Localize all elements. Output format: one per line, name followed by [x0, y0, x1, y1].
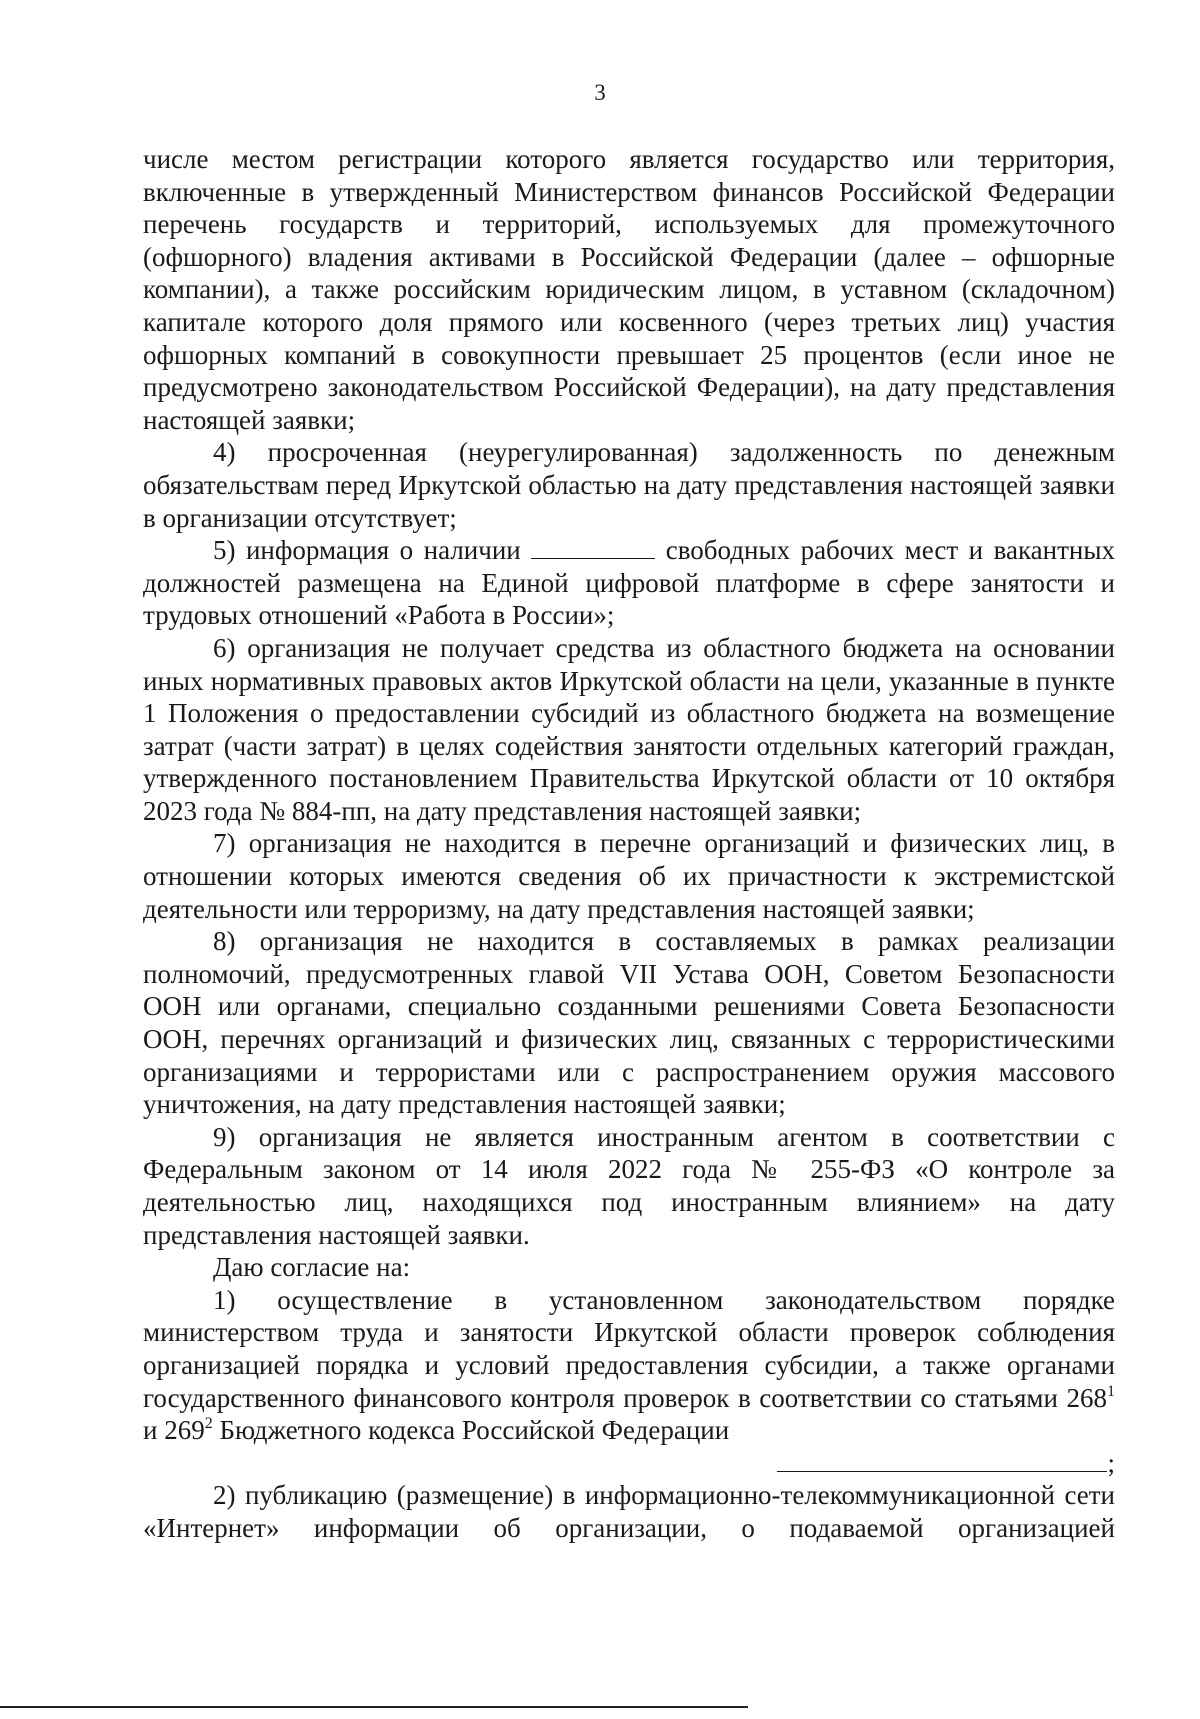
bottom-rule — [0, 1706, 748, 1708]
page-number: 3 — [594, 80, 606, 105]
consent-1-end: Бюджетного кодекса Российской Федерации — [212, 1415, 730, 1446]
superscript-2: 2 — [204, 1415, 213, 1433]
paragraph-item-4: 4) просроченная (неурегулированная) задолженность по денежным обязательствам перед Иркутской областью на дату представления настоящей заявки в организации отсутствует; — [143, 437, 1115, 533]
paragraph-consent-2: 2) публикацию (размещение) в информационно-телекоммуникационной сети «Интернет» информации об организации, о подаваемой организацией — [143, 1480, 1115, 1543]
paragraph-item-7: 7) организация не находится в перечне организаций и физических лиц, в отношении которых имеются сведения об их причастности к экстремистской деятельности или терроризму, на дату представления настоящей заявки; — [143, 828, 1115, 924]
paragraph-offshore-conditions: числе местом регистрации которого является государство или территория, включенные в утвержденный Министерством финансов Российской Федерации перечень государств и территорий, используемых для промежуточного (офшорного) владения активами в Российской Федерации (далее – офшорные компании), а также российским юридическим лицом, в уставном (складочном) капитале которого доля прямого или косвенного (через третьих лиц) участия офшорных компаний в совокупности превышает 25 процентов (если иное не предусмотрено законодательством Российской Федерации), на дату представления настоящей заявки; — [143, 144, 1115, 435]
paragraph-item-8: 8) организация не находится в составляемых в рамках реализации полномочий, предусмотренных главой VII Устава ООН, Советом Безопасности ООН или органами, специально созданными решениями Совета Безопасности ООН, перечнях организаций и физических лиц, связанных с террористическими организациями и террористами или с распространением оружия массового уничтожения, на дату представления настоящей заявки; — [143, 926, 1115, 1120]
paragraph-item-9: 9) организация не является иностранным агентом в соответствии с Федеральным законом от 14 июля 2022 года № 255-ФЗ «О контроле за деятельностью лиц, находящихся под иностранным влиянием» на дату представления настоящей заявки. — [143, 1121, 1115, 1250]
paragraph-consent-1 — [143, 1284, 1115, 1447]
vacancy-count-blank — [531, 536, 655, 559]
item-5-text-end: свободных рабочих мест и вакантных должностей размещена на Единой цифровой платформе в сфере занятости и трудовых отношений «Работа в России»; — [143, 535, 1116, 631]
paragraph-item-5 — [143, 534, 1115, 632]
document-body — [143, 143, 1115, 1545]
consent-1-semicolon: ; — [1107, 1447, 1115, 1478]
consent-1-blank — [777, 1447, 1107, 1472]
consent-1-mid: и 269 — [143, 1415, 205, 1446]
consent-1-blank-line — [143, 1447, 1115, 1480]
superscript-1: 1 — [1107, 1382, 1115, 1400]
paragraph-item-6: 6) организация не получает средства из областного бюджета на основании иных нормативных правовых актов Иркутской области на цели, указанные в пункте 1 Положения о предоставлении субсидий из областного бюджета на возмещение затрат (части затрат) в целях содействия занятости отдельных категорий граждан, утвержденного постановлением Правительства Иркутской области от 10 октября 2023 года № 884-пп, на дату представления настоящей заявки; — [143, 632, 1115, 826]
item-5-text-start: 5) информация о наличии — [213, 535, 532, 566]
consent-heading: Даю согласие на: — [213, 1252, 411, 1283]
consent-1-text: 1) осуществление в установленном законодательством порядке министерством труда и занятости Иркутской области проверок соблюдения организацией порядка и условий предоставления субсидии, а также органами государственного финансового контроля проверок в соответствии со статьями 268 — [143, 1284, 1115, 1413]
